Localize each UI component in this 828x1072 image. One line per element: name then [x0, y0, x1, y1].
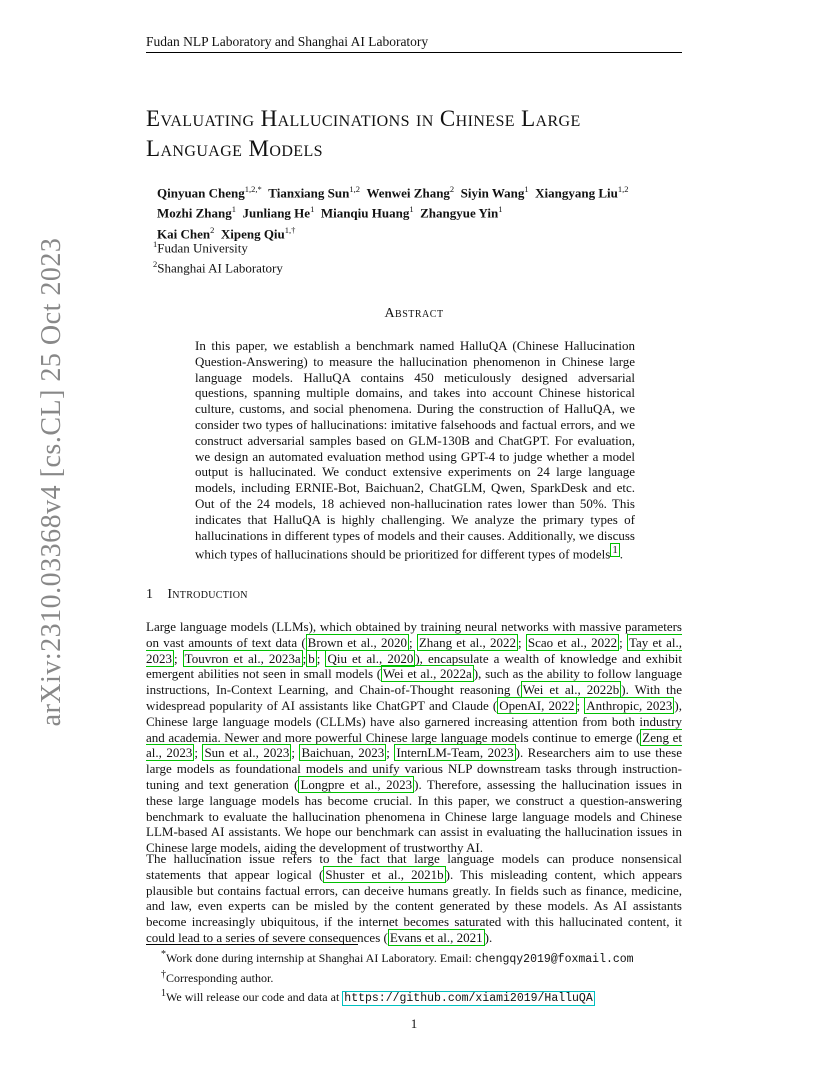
- title-cap: M: [248, 136, 270, 161]
- author: Zhangyue Yin: [420, 205, 499, 221]
- author: Junliang He: [242, 205, 311, 221]
- author: Mianqiu Huang: [320, 205, 410, 221]
- affiliation-mark: 2: [153, 259, 158, 270]
- title-cap: C: [439, 106, 456, 131]
- author-line: [157, 201, 697, 221]
- text-run: ). Therefore, assessing the hallucination issues in these large language models has become crucial. In this paper, we construct a question-answering benchmark to evaluate the hallucination phenomena in Chinese large language models and Chinese LLM-based AI assistants. We hope our benchmark can assist in evaluating the hallucination issues in Chinese large models, aiding the development of trustworthy AI.: [146, 776, 682, 856]
- author: Qinyuan Cheng: [157, 185, 245, 201]
- author-affil-mark: 1: [231, 204, 237, 215]
- title-cap: E: [146, 106, 161, 131]
- footnote-url-link[interactable]: https://github.com/xiami2019/HalluQA: [344, 992, 593, 1005]
- footnote-mark: 1: [161, 988, 166, 999]
- text-run: ), Chinese large language models (CLLMs) have also garnered increasing attention from both industry and academia. Newer and more powerful Chinese large language models continue to emerge (: [146, 697, 682, 745]
- title-cap: L: [521, 106, 536, 131]
- citation-link[interactable]: Wei et al., 2022a: [383, 666, 472, 682]
- citation-link[interactable]: OpenAI, 2022: [499, 697, 575, 713]
- citation-link[interactable]: InternLM-Team, 2023: [396, 745, 514, 761]
- text-run: ;: [386, 745, 395, 761]
- author: Kai Chen: [157, 225, 211, 241]
- text-run: ), encapsulate a wealth of knowledge and exhibit emergent abilities not seen in small models (: [146, 650, 682, 682]
- author-list: [157, 181, 697, 242]
- citation-link[interactable]: Baichuan, 2023: [301, 745, 385, 761]
- affiliation-name: Shanghai AI Laboratory: [157, 260, 283, 276]
- text-run: ).: [484, 929, 493, 945]
- author-affil-mark: 1,2: [617, 184, 629, 194]
- author-line: [157, 181, 697, 201]
- text-run: ). This misleading content, which appears plausible but contains factual errors, can deceive humans greatly. In fields such as finance, medicine, and law, even experts can be misled by the content generated by these models. As AI assistants become increasingly ubiquitous, if the internet becomes saturated with this hallucinated content, it could lead to a series of severe consequences (: [146, 866, 683, 945]
- title-word: hinese: [455, 106, 522, 131]
- text-run: ). With the widespread popularity of AI assistants like ChatGPT and Claude (: [146, 682, 682, 713]
- citation-link[interactable]: Longpre et al., 2023: [300, 776, 413, 792]
- affiliation-name: Fudan University: [157, 240, 248, 256]
- footnote: [161, 967, 634, 986]
- title-word: valuating: [160, 106, 261, 131]
- text-run: ;: [409, 634, 417, 650]
- affiliation: [153, 256, 283, 276]
- title-word: anguage: [160, 136, 249, 161]
- running-header: Fudan NLP Laboratory and Shanghai AI Laboratory: [146, 34, 682, 53]
- footnote-ref-1[interactable]: 1: [612, 544, 618, 557]
- title-cap: L: [146, 136, 161, 161]
- author: Siyin Wang: [460, 185, 525, 201]
- abstract-text: In this paper, we establish a benchmark named HalluQA (Chinese Hallucination Question-Answering) to measure the hallucination phenomenon in Chinese large language models. HalluQA contains 450 meticulously designed adversarial questions, spanning multiple domains, and takes into account Chinese historical culture, customs, and social phenomena. During the construction of HalluQA, we consider two types of hallucinations: imitative falsehoods and factual errors, and we construct adversarial samples based on GLM-130B and ChatGPT. For evaluation, we design an automated evaluation method using GPT-4 to judge whether a model output is hallucinated. We conduct extensive experiments on 24 large language models, including ERNIE-Bot, Baichuan2, ChatGLM, Qwen, SparkDesk and etc. Out of the 24 models, 18 achieved non-hallucination rates lower than 50%. This indicates that HalluQA is highly challenging. We analyze the primary types of hallucinations in different types of models and their causes. Additionally, we discuss which types of hallucinations should be prioritized for different types of models: [195, 338, 635, 562]
- author: Xiangyang Liu: [535, 185, 618, 201]
- abstract-body: In this paper, we establish a benchmark named HalluQA (Chinese Hallucination Question-Answering) to measure the hallucination phenomenon in Chinese large language models. HalluQA contains 450 meticulously designed adversarial questions, spanning multiple domains, and takes into account Chinese historical culture, customs, and social phenomena. During the construction of HalluQA, we consider two types of hallucinations: imitative falsehoods and factual errors, and we construct adversarial samples based on GLM-130B and ChatGPT. For evaluation, we design an automated evaluation method using GPT-4 to judge whether a model output is hallucinated. We conduct extensive experiments on 24 large language models, including ERNIE-Bot, Baichuan2, ChatGLM, Qwen, SparkDesk and etc. Out of the 24 models, 18 achieved non-hallucination rates lower than 50%. This indicates that HalluQA is highly challenging. We analyze the primary types of hallucinations in different types of models and their causes. Additionally, we discuss which types of hallucinations should be prioritized for different types of models $^1$ .: [195, 338, 635, 562]
- section-number: 1: [146, 587, 154, 602]
- author-affil-mark: 1,2,*: [244, 184, 262, 194]
- text-run: ;: [174, 650, 183, 666]
- footnotes: [161, 947, 634, 1006]
- author-affil-mark: 1,†: [284, 224, 296, 235]
- author: Wenwei Zhang: [366, 185, 450, 201]
- affiliations: [153, 236, 283, 277]
- footnote-separator: [146, 944, 358, 945]
- text-run: ;: [302, 650, 307, 666]
- text-run: ;: [619, 634, 627, 650]
- author-affil-mark: 1: [498, 204, 503, 215]
- footnote-email: chengqy2019@foxmail.com: [474, 953, 634, 966]
- text-run: ;: [194, 745, 203, 761]
- affiliation: [153, 236, 283, 256]
- section-title: Introduction: [167, 587, 248, 602]
- citation-link[interactable]: Brown et al., 2020: [307, 634, 408, 650]
- author-affil-mark: 2: [449, 184, 455, 194]
- author-affil-mark: 1: [524, 184, 529, 194]
- author: Mozhi Zhang: [157, 205, 232, 221]
- text-run: ). Researchers aim to use these large models as foundational models and unify various NLP downstream tasks through instruction-tuning and text generation (: [146, 745, 683, 792]
- citation-link[interactable]: Shuster et al., 2021b: [325, 866, 444, 882]
- author-affil-mark: 1: [409, 204, 414, 215]
- footnote-text: Work done during internship at Shanghai AI Laboratory. Email:: [166, 951, 475, 965]
- citation-link[interactable]: Sun et al., 2023: [204, 745, 290, 761]
- citation-link[interactable]: b: [308, 650, 315, 666]
- intro-paragraph-1: [146, 619, 682, 856]
- citation-link[interactable]: Evans et al., 2021: [389, 929, 483, 945]
- footnote: [161, 986, 634, 1006]
- citation-link[interactable]: Zeng et al., 2023: [146, 729, 682, 761]
- title-word: odels: [269, 136, 323, 161]
- citation-link[interactable]: Tay et al., 2023: [146, 634, 682, 666]
- author-affil-mark: 1,2: [349, 184, 360, 194]
- author-affil-mark: 2: [210, 224, 215, 235]
- citation-link[interactable]: Anthropic, 2023: [586, 697, 673, 713]
- text-run: ;: [518, 634, 526, 650]
- text-run: ;: [291, 745, 300, 761]
- text-run: Large language models (LLMs), which obtained by training neural networks with massive parameters on vast amounts of text data (: [146, 619, 682, 650]
- text-run: ), such as the ability to follow language instructions, In-Context Learning, and Chain-of-Thought reasoning (: [146, 666, 682, 698]
- section-heading: [146, 587, 248, 603]
- text-run: ;: [576, 697, 585, 713]
- citation-link[interactable]: Scao et al., 2022: [527, 634, 618, 650]
- author: Xipeng Qiu: [220, 225, 285, 241]
- affiliation-mark: 1: [153, 239, 158, 249]
- footnote-mark: *: [161, 949, 166, 960]
- author: Tianxiang Sun: [268, 185, 350, 201]
- arxiv-identifier[interactable]: arXiv:2310.03368v4 [cs.CL] 25 Oct 2023: [36, 237, 67, 727]
- title-word: allucinations in: [277, 106, 440, 131]
- title-word: arge: [535, 106, 581, 131]
- citation-link[interactable]: Wei et al., 2022b: [522, 682, 620, 698]
- footnote-text: Corresponding author.: [166, 971, 274, 985]
- footnote-text: We will release our code and data at: [166, 990, 343, 1004]
- text-run: ;: [316, 650, 326, 666]
- citation-link[interactable]: Touvron et al., 2023a: [184, 650, 301, 666]
- title-cap: H: [260, 106, 278, 131]
- title-line-1: [146, 104, 691, 134]
- footnote-mark: †: [161, 969, 166, 980]
- title-line-2: [146, 134, 691, 164]
- page-number: 1: [410, 1016, 418, 1031]
- intro-paragraph-2: [146, 851, 682, 946]
- citation-link[interactable]: Qiu et al., 2020: [327, 650, 414, 666]
- abstract-heading: Abstract: [384, 306, 444, 321]
- footnote: [161, 947, 634, 967]
- text-run: The hallucination issue refers to the fact that large language models can produce nonsensical statements that appear logical (: [146, 851, 682, 882]
- author-affil-mark: 1: [310, 204, 315, 215]
- citation-link[interactable]: Zhang et al., 2022: [418, 634, 517, 650]
- paper-title: [146, 104, 691, 164]
